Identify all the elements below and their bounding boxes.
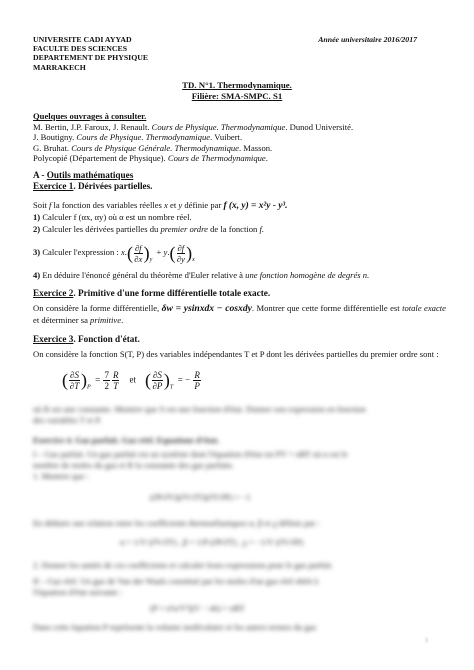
section-a-heading: A - Outils mathématiques xyxy=(33,170,134,180)
institution-header xyxy=(33,35,148,72)
city-name: MARRAKECH xyxy=(33,62,86,72)
exercise-1-question-3: 3) Calculer l'expression : x.( $\frac{\partial f}{\partial x}$ )$_y + y$.( $\frac{\partial f}{\partial y}$ )$_x$ xyxy=(33,242,195,264)
title-line: TD. N°1. Thermodynamique. xyxy=(182,80,292,90)
exercise-1-intro: Soit f la fonction des variables réelles x et y définie par f (x, y) = x²y - y³. xyxy=(33,200,288,211)
exercise-3-heading: Exercice 3. Fonction d'état. xyxy=(33,334,140,344)
exercise-2-text: On considère la forme différentielle, δw = ysinxdx − cosxdy. Montrer que cette forme différentielle est totale exacte et déterminer sa primitive. xyxy=(33,303,446,325)
partial-derivatives-formula: ( $\frac{\partial S}{\partial T}$ )$_P$ = $\frac{7}{2}$ $\frac{R}{T}$ et ( $\frac{\partial S}{\partial P}$ )$_T$ = − $\frac{R}{P}$ xyxy=(62,370,200,391)
references-block xyxy=(33,111,446,164)
references-heading: Quelques ouvrages à consulter. xyxy=(33,111,147,121)
university-name: UNIVERSITE CADI AYYAD xyxy=(33,35,132,44)
et-word: et xyxy=(129,374,136,385)
differential-form: δw = ysinxdx − cosxdy xyxy=(161,303,252,314)
department-name: DEPARTEMENT DE PHYSIQUE xyxy=(33,53,149,63)
reference-item: G. Bruhat. Cours de Physique Générale. Thermodynamique. Masson. xyxy=(33,142,273,153)
exercise-2-heading: Exercice 2. Primitive d'une forme différentielle totale exacte. xyxy=(33,288,271,298)
filiere-line xyxy=(0,91,474,102)
faculty-name: FACULTE DES SCIENCES xyxy=(33,44,128,54)
reference-item: M. Bertin, J.P. Faroux, J. Renault. Cours de Physique. Thermodynamique. Dunod Université. xyxy=(33,121,354,132)
document-page: UNIVERSITE CADI AYYAD FACULTE DES SCIENCES DEPARTEMENT DE PHYSIQUE MARRAKECH Année universitaire 2016/2017 TD. N°1. Thermodynamique. Filière: SMA-SMPC. S1 Quelques ouvrages à consulter. M. Bertin, J.P. Faroux, J. Renault. Cours de Physique. Thermodynamique. Dunod Université. J. Boutigny. Cours de Physique. Thermodynamique. Vuibert. G. Bruhat. Cours de Physique Générale. Thermodynamique. Masson. Polycopié (Département de Physique). Cours de Thermodynamique. A - Outils mathématiques Exercice 1. Dérivées partielles. Soit f la fonction des variables réelles x et y définie par f (x, y) = x²y - y³. 1) Calculer f (αx, αy) où α est un nombre réel. 2) Calculer les dérivées partielles du premier ordre de la fonction f. 3) Calculer l'expression : x.( $\frac{\partial f}{\partial x}$ )$_y + y$.( $\frac{\partial f}{\partial y}$ )$_x$ 4) En déduire l'énoncé général du théorème d'Euler relative à une fonction homogène de degrés n. Exercice 2. Primitive d'une forme différentielle totale exacte. On considère la forme différentielle, δw = ysinxdx − cosxdy. Montrer que cette forme différentielle est totale exacte et déterminer sa primitive. Exercice 3. Fonction d'état. On considère la fonction S(T, P) des variables indépendantes T et P dont les dérivées partielles du premier ordre sont : ( $\frac{\partial S}{\partial T}$ )$_P$ = $\frac{7}{2}$ $\frac{R}{T}$ et ( $\frac{\partial S}{\partial P}$ )$_T$ = − $\frac{R}{P}$ où R est une constante. Montrer que S est une fonction d'état. Donner son expression en fonction des variables T et P. Exercice 4. Gaz parfait. Gaz réel. Equations d'état. I – Gaz parfait. Un gaz parfait est un système dont l'équation d'état est PV = nRT où n est le nombre de moles du gaz et R la constante des gaz parfaits. 1. Montrer que : (∂P/∂V)(∂V/∂T)(∂T/∂P) = −1 En déduire une relation entre les coefficients thermoélastiques α, β et χ définis par : α = 1/V (∂V/∂T) , β = 1/P (∂P/∂T) , χ = −1/V (∂V/∂P) 2. Donner les unités de ces coefficients et calculer leurs expressions pour le gaz parfait. II – Gaz réel. Un gaz de Van der Waals constitué par les moles d'un gaz réel obéit à l'équation d'état suivante : (P + n²a/V²)(V − nb) = nRT Dans cette équation P représente la volume moléculaire et les autres termes du gaz 1 xyxy=(0,0,474,670)
filiere-value: SMA-SMPC. S1 xyxy=(221,90,283,101)
exercise-1-question-2: 2) Calculer les dérivées partielles du premier ordre de la fonction f. xyxy=(33,224,265,234)
page-number: 1 xyxy=(425,638,428,644)
function-formula: f (x, y) = x²y - y³. xyxy=(223,201,288,211)
exercise-3-text: On considère la fonction S(T, P) des variables indépendantes T et P dont les dérivées partielles du premier ordre sont : xyxy=(33,349,439,359)
reference-item: Polycopié (Département de Physique). Cours de Thermodynamique. xyxy=(33,153,268,163)
exercise-1-question-4: 4) En déduire l'énoncé général du théorème d'Euler relative à une fonction homogène de degrés n. xyxy=(33,270,370,280)
filiere-label: Filière: xyxy=(191,90,219,101)
exercise-1-question-1: 1) Calculer f (αx, αy) où α est un nombre réel. xyxy=(33,212,192,222)
academic-year: Année universitaire 2016/2017 xyxy=(318,35,417,44)
exercise-1-heading: Exercice 1. Dérivées partielles. xyxy=(33,181,153,191)
reference-item: J. Boutigny. Cours de Physique. Thermodynamique. Vuibert. xyxy=(33,132,243,142)
document-title xyxy=(0,80,474,101)
